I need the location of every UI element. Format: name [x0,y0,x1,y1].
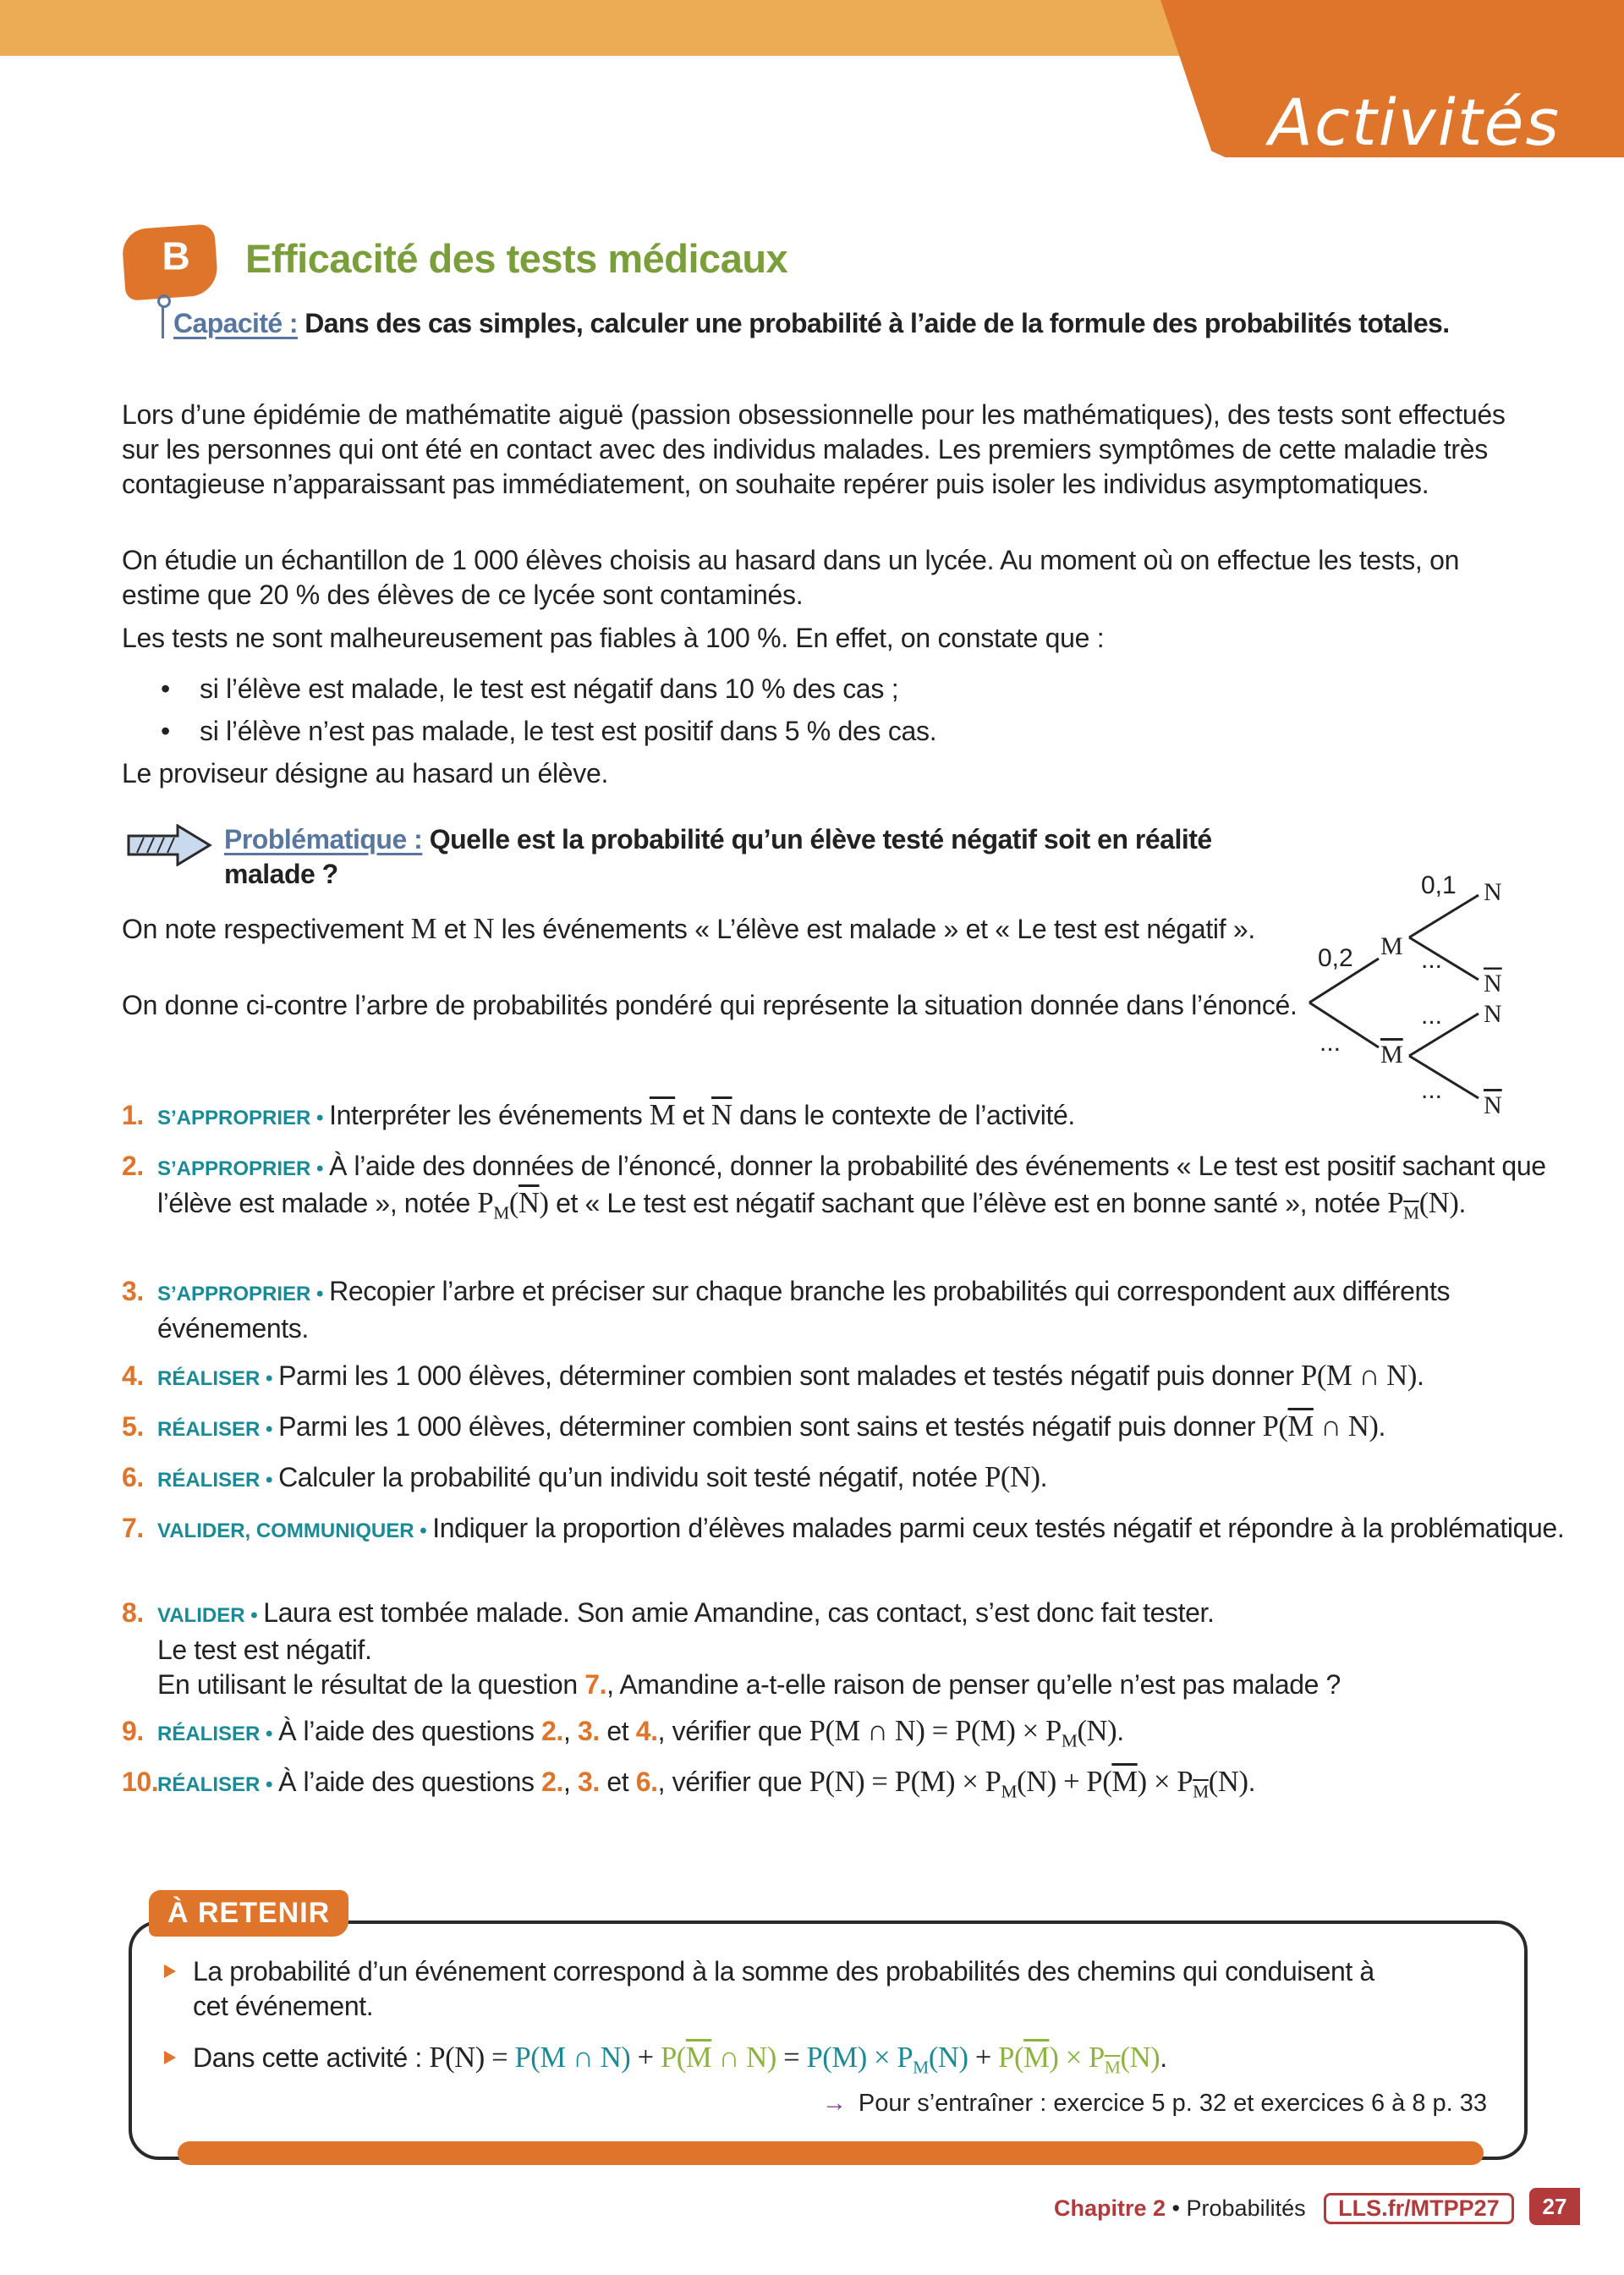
text-run: et [675,1100,712,1130]
question-number: 6. [122,1462,144,1492]
subscript: M [913,2057,929,2078]
node-N: N [1484,1000,1502,1028]
text-run: . [1248,1767,1256,1797]
retenir-bar [178,2141,1484,2165]
pin-icon [157,294,171,308]
question-number: 4. [122,1360,144,1391]
question-number: 9. [122,1716,144,1746]
overline-symbol: $\overline{M}$ [685,2041,712,2074]
question-number: 10. [122,1767,159,1797]
probability-tree [1294,863,1522,1125]
p-Mbar-label: ... [1320,1029,1341,1057]
section-title: Activités [1269,85,1561,160]
math-colored [806,2041,968,2078]
text-run: les événements « L’élève est malade » et « Le test est négatif ». [494,914,1255,944]
question-number: 8. [122,1597,144,1628]
text-run: (N) [1120,2041,1160,2074]
p-N-Mbar-label: ... [1421,1002,1443,1030]
text-run: M [410,913,437,945]
question-number: 1. [122,1100,144,1130]
question-item [122,1098,1578,1135]
branch-M-N [1409,895,1479,937]
text-run: P [1387,1187,1404,1219]
text-run: (N) [1077,1715,1117,1747]
math [650,1099,675,1131]
question-number: 3. [122,1276,144,1306]
text-run: . [1458,1188,1466,1218]
question-item [122,1359,1578,1396]
math [477,1187,549,1223]
math [411,913,436,945]
overline-symbol: $\overline{M}$ [1111,1766,1138,1798]
skill-label: RÉALISER • [157,1367,279,1390]
math-colored [661,2041,776,2074]
question-ref: 7. [584,1669,607,1700]
text-run: , vérifier que [657,1716,809,1746]
question-item [122,1511,1578,1548]
node-Nbar: N [1484,1091,1502,1119]
text-run: P( [660,2041,686,2074]
text-run: et [599,1767,636,1797]
retenir-item [193,1954,1377,2024]
footer-sep: • [1166,2195,1187,2221]
math-colored [998,2041,1160,2078]
intro-bullet [161,714,936,749]
pin-icon-stem [162,306,164,338]
text-run: . [1116,1716,1124,1746]
skill-label: VALIDER, COMMUNIQUER • [157,1519,433,1542]
subscript-overline: M [1104,2057,1121,2078]
subscript: M [1001,1781,1018,1802]
footer [1054,2193,1514,2224]
arrow-icon [125,824,213,866]
text-run: Dans cette activité : [193,2042,430,2073]
question-item [122,1274,1578,1346]
text-run: Calculer la probabilité qu’un individu soit testé négatif, notée [278,1462,985,1492]
text-run: et [436,914,474,944]
text-run: Indiquer la proportion d’élèves malades parmi ceux testés négatif et répondre à la problématique. [432,1513,1565,1543]
p-M-label: 0,2 [1318,944,1353,972]
text-run: P(M) × P [806,2041,914,2074]
activity-title: Efficacité des tests médicaux [245,236,788,281]
math [809,1766,1248,1802]
branch-Mbar-Nbar [1409,1056,1479,1098]
skill-label: RÉALISER • [157,1418,279,1441]
text-run: Parmi les 1 000 élèves, déterminer combien sont sains et testés négatif puis donner [278,1411,1263,1442]
overline-symbol: $\overline{N}$ [711,1099,732,1131]
math [1263,1410,1379,1442]
p-Nbar-Mbar-label: ... [1421,1076,1443,1104]
node-N: N [1484,878,1502,906]
text-run: P(N) [985,1461,1040,1493]
text-run: P(M ∩ N) [514,2041,631,2074]
capacity [173,308,1450,339]
node-Mbar: M [1380,1041,1403,1069]
question-number: 5. [122,1411,144,1442]
text-run: , [563,1716,578,1746]
text-run: + [968,2041,999,2074]
question-item [122,1149,1578,1230]
math [1387,1187,1459,1223]
question-item [122,1714,1578,1758]
problematique [224,822,1239,892]
text-run: Laura est tombée malade. Son amie Amandine, cas contact, s’est donc fait tester. [263,1597,1215,1628]
retenir-item [193,2041,1377,2085]
subscript: M [1061,1730,1078,1751]
text-run: P(M ∩ N) = P(M) × P [809,1715,1062,1747]
math-colored [514,2041,630,2074]
skill-label: RÉALISER • [157,1723,279,1745]
subscript-overline: M [1403,1202,1419,1223]
node-M: M [1380,932,1403,960]
training-text: Pour s’entraîner : exercice 5 p. 32 et exercices 6 à 8 p. 33 [858,2090,1487,2117]
page-number: 27 [1529,2188,1580,2225]
text-run: À l’aide des questions [278,1767,542,1797]
text-run: ( [508,1187,518,1219]
text-run: ) [539,1187,549,1219]
text-run: P( [1262,1410,1288,1442]
bullet-text: si l’élève est malade, le test est négatif dans 10 % des cas ; [200,673,899,704]
text-run: et [599,1716,636,1746]
text-run: . [1416,1360,1424,1391]
text-run: (N) [1418,1187,1459,1219]
text-run: À l’aide des questions [278,1716,542,1746]
text-run: . [1378,1411,1386,1442]
text-run: Recopier l’arbre et préciser sur chaque branche les probabilités qui correspondent aux différents événements. [157,1276,1451,1344]
text-run: La probabilité d’un événement correspond à la somme des probabilités des chemins qui conduisent à cet événement. [193,1956,1374,2021]
text-run: On donne ci-contre l’arbre de probabilités pondéré qui représente la situation donnée dans l’énoncé. [122,990,1298,1020]
chapter-label: Chapitre 2 [1054,2195,1166,2221]
question-item [122,1765,1578,1809]
question-number: 7. [122,1513,144,1543]
skill-label: S’APPROPRIER • [157,1283,330,1305]
text-run: À l’aide des données de l’énoncé, donner la probabilité des événements « Le test est positif sachant que l’élève est malade », notée [157,1151,1546,1218]
skill-label: VALIDER • [157,1604,264,1627]
subscript-overline: M [1193,1781,1209,1802]
text-run: P( [998,2041,1024,2074]
text-run: Parmi les 1 000 élèves, déterminer combien sont malades et testés négatif puis donner [278,1360,1302,1391]
text-run: ) × P [1137,1766,1193,1798]
text-run: Interpréter les événements [329,1100,650,1130]
text-run: P(N) = P(M) × P [809,1766,1001,1798]
text-run: + [630,2041,661,2074]
node-Nbar: N [1484,970,1502,997]
text-run: dans le contexte de l’activité. [732,1100,1075,1130]
question-item [122,1460,1578,1497]
skill-label: RÉALISER • [157,1469,279,1492]
text-run: ) × P [1049,2041,1105,2074]
skill-label: RÉALISER • [157,1773,279,1796]
capacity-text: Dans des cas simples, calculer une probabilité à l’aide de la formule des probabilités totales. [304,308,1450,338]
question-item [122,1596,1578,1702]
text-run: N [473,913,495,945]
intro-p1: Lors d’une épidémie de mathématite aiguë (passion obsessionnelle pour les mathématiques), des tests sont effectués sur les personnes qui ont été en contact avec des individus malades. Les premiers symptômes de cette maladie très contagieuse n’apparaissant pas immédiatement, on souhaite repérer puis isoler les individus asymptomatiques. [122,399,1506,499]
question-ref: 4. [635,1716,658,1746]
subscript: M [493,1202,509,1223]
math [1301,1360,1417,1392]
text-run: , [563,1767,578,1797]
notation-paragraph [122,912,1306,947]
intro-bullet [161,672,898,706]
text-run: ∩ N) [711,2041,776,2074]
text-run: P(M ∩ N) [1301,1360,1417,1392]
text-run: P(N) = [429,2041,515,2074]
capacity-link[interactable]: Capacité : [173,308,298,338]
math [711,1099,732,1131]
lls-link[interactable]: LLS.fr/MTPP27 [1324,2193,1514,2224]
skill-label: S’APPROPRIER • [157,1157,330,1180]
intro-p4: Le proviseur désigne au hasard un élève. [122,758,609,789]
overline-symbol: $\overline{N}$ [518,1187,540,1219]
problematique-link[interactable]: Problématique : [224,824,423,854]
text-run: Le test est négatif. [157,1635,372,1665]
text-run: (N) + P( [1017,1766,1112,1798]
text-run: et « Le test est négatif sachant que l’élève est en bonne santé », notée [548,1188,1388,1218]
overline-symbol: $\overline{M}$ [649,1099,676,1131]
p-N-M-label: 0,1 [1421,871,1457,899]
question-item [122,1410,1578,1447]
notation-paragraph [122,988,1306,1023]
subject-label: Probabilités [1186,2195,1306,2221]
activity-badge [121,223,219,300]
p-Nbar-M-label: ... [1421,946,1443,974]
branch-M-Nbar [1409,937,1479,980]
text-run: (N) [1208,1766,1248,1798]
text-run: . [1040,1462,1048,1492]
activity-letter: B [162,234,190,278]
intro-p3: Les tests ne sont malheureusement pas fiables à 100 %. En effet, on constate que : [122,623,1105,653]
bullet-text: si l’élève n’est pas malade, le test est positif dans 5 % des cas. [200,716,937,746]
problematique-text: Quelle est la probabilité qu’un élève testé négatif soit en réalité malade ? [224,824,1212,889]
text-run: On note respectivement [122,914,411,944]
math [429,2041,1160,2078]
text-run: , Amandine a-t-elle raison de penser qu’elle n’est pas malade ? [606,1669,1341,1700]
text-run: ∩ N) [1313,1410,1379,1442]
text-run: (N) [928,2041,968,2074]
text-run: P [477,1187,494,1219]
math [985,1461,1040,1493]
question-ref: 2. [541,1767,563,1797]
overline-symbol: $\overline{M}$ [1023,2041,1050,2074]
question-ref: 3. [577,1767,600,1797]
retenir-title: À RETENIR [149,1890,348,1937]
question-ref: 6. [635,1767,658,1797]
arrow-right-icon: → [821,2090,847,2117]
training-link[interactable] [822,2090,1487,2118]
text-run: = [776,2041,807,2074]
question-ref: 3. [577,1716,600,1746]
question-number: 2. [122,1151,144,1181]
overline-symbol: $\overline{M}$ [1287,1410,1314,1442]
text-run: . [1160,2042,1167,2073]
math [473,913,494,945]
skill-label: S’APPROPRIER • [157,1107,330,1129]
text-run: En utilisant le résultat de la question [157,1669,585,1700]
math [809,1715,1117,1751]
intro-p2: On étudie un échantillon de 1 000 élèves choisis au hasard dans un lycée. Au moment où on effectue les tests, on estime que 20 % des élèves de ce lycée sont contaminés. [122,545,1460,610]
branch-Mbar-N [1409,1014,1479,1056]
question-ref: 2. [541,1716,563,1746]
text-run: , vérifier que [657,1767,809,1797]
